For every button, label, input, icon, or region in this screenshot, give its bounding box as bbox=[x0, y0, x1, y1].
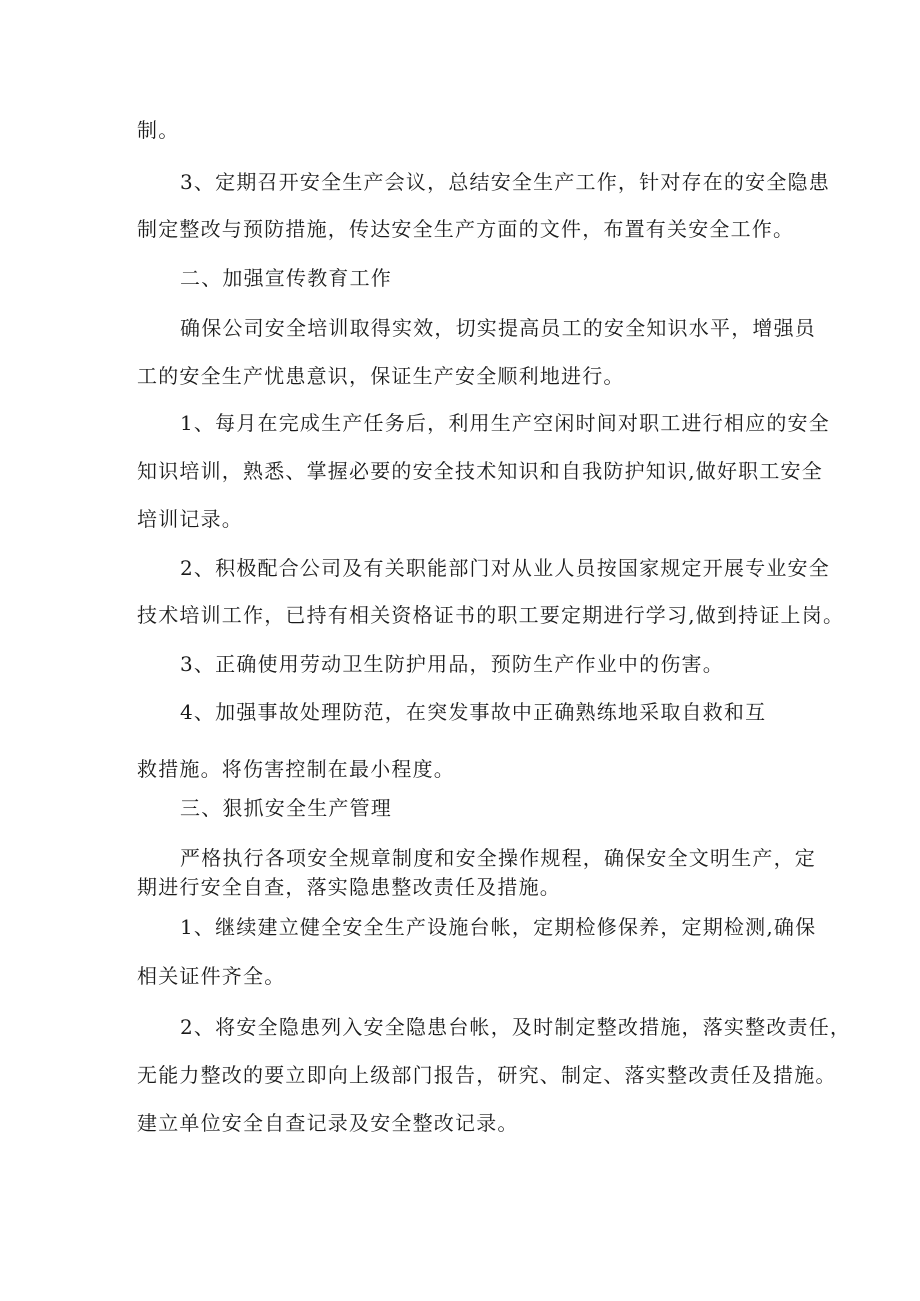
text-line: 期进行安全自查，落实隐患整改责任及措施。 bbox=[137, 875, 561, 899]
text-line: 3、定期召开安全生产会议，总结安全生产工作，针对存在的安全隐患 bbox=[180, 170, 830, 194]
text-line: 严格执行各项安全规章制度和安全操作规程，确保安全文明生产，定 bbox=[180, 846, 816, 870]
text-line: 技术培训工作，已持有相关资格证书的职工要定期进行学习,做到持证上岗。 bbox=[137, 603, 845, 627]
section-heading: 二、加强宣传教育工作 bbox=[180, 266, 392, 290]
text-line: 救措施。将伤害控制在最小程度。 bbox=[137, 757, 455, 781]
text-line: 确保公司安全培训取得实效，切实提高员工的安全知识水平，增强员 bbox=[180, 316, 816, 340]
text-line: 知识培训，熟悉、掌握必要的安全技术知识和自我防护知识,做好职工安全 bbox=[137, 459, 823, 483]
text-line: 建立单位安全自查记录及安全整改记录。 bbox=[137, 1111, 519, 1135]
text-line: 培训记录。 bbox=[137, 507, 243, 531]
text-line: 相关证件齐全。 bbox=[137, 964, 286, 988]
section-heading: 三、狠抓安全生产管理 bbox=[180, 796, 392, 820]
text-line: 工的安全生产忧患意识，保证生产安全顺利地进行。 bbox=[137, 364, 625, 388]
text-line: 制定整改与预防措施，传达安全生产方面的文件，布置有关安全工作。 bbox=[137, 217, 795, 241]
text-line: 4、加强事故处理防范，在突发事故中正确熟练地采取自救和互 bbox=[180, 700, 767, 724]
text-line: 无能力整改的要立即向上级部门报告，研究、制定、落实整改责任及措施。 bbox=[137, 1063, 837, 1087]
text-line: 1、继续建立健全安全生产设施台帐，定期检修保养，定期检测,确保 bbox=[180, 915, 817, 939]
text-line: 1、每月在完成生产任务后，利用生产空闲时间对职工进行相应的安全 bbox=[180, 411, 830, 435]
text-line: 制。 bbox=[137, 118, 180, 142]
text-line: 2、将安全隐患列入安全隐患台帐，及时制定整改措施，落实整改责任， bbox=[180, 1015, 852, 1039]
text-line: 3、正确使用劳动卫生防护用品，预防生产作业中的伤害。 bbox=[180, 652, 724, 676]
text-line: 2、积极配合公司及有关职能部门对从业人员按国家规定开展专业安全 bbox=[180, 556, 830, 580]
